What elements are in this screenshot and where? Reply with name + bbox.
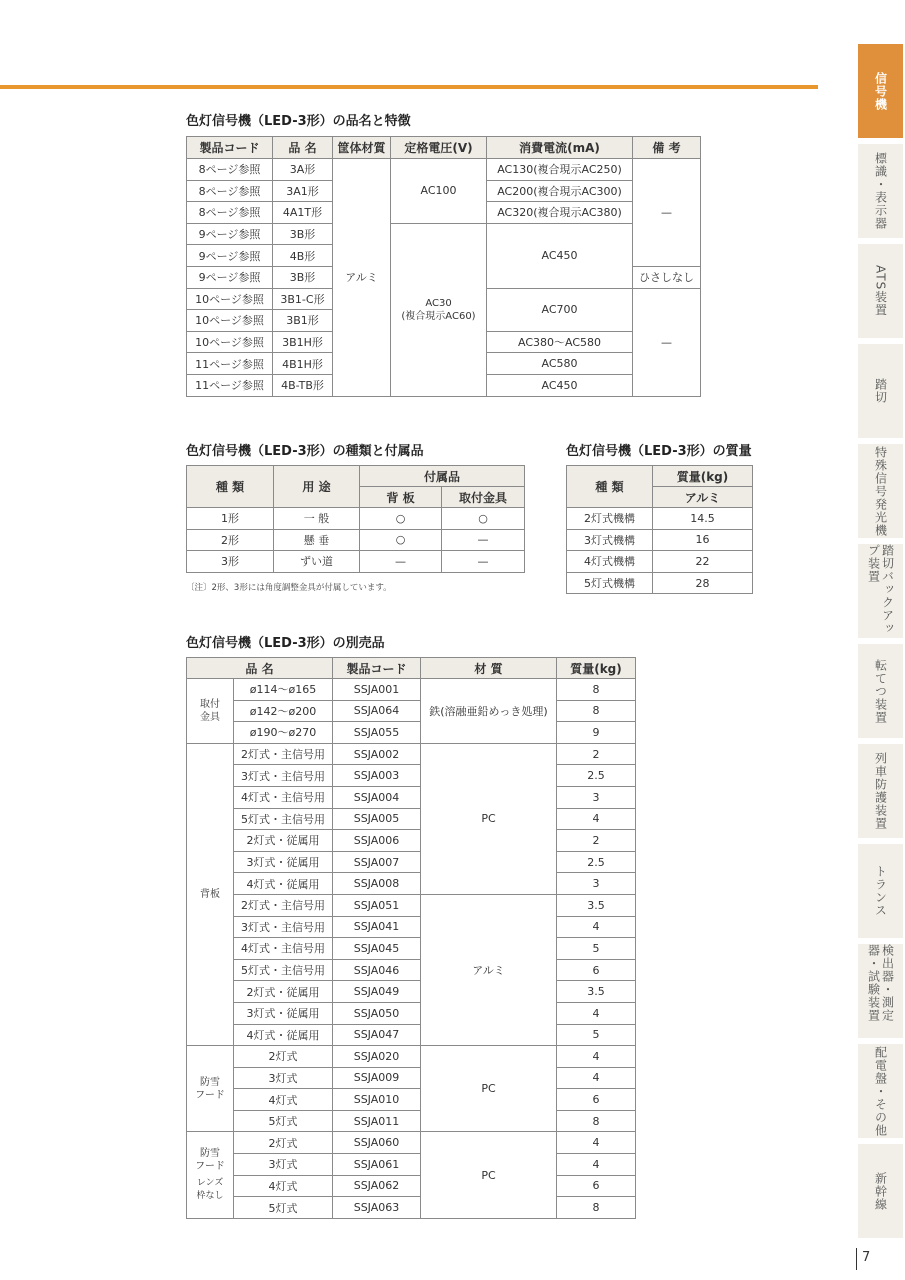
product-name-cell: 3A形 [273, 159, 333, 181]
section-title-types: 色灯信号機（LED-3形）の種類と付属品 [186, 444, 424, 459]
item-name-cell: 2灯式・主信号用 [234, 894, 333, 916]
table-row [187, 529, 525, 551]
header-mount: 取付金具 [442, 487, 525, 508]
voltage-cell [391, 223, 487, 396]
item-name-cell: ø142～ø200 [234, 700, 333, 722]
section-title-accessories: 色灯信号機（LED-3形）の別売品 [186, 636, 385, 651]
item-name-cell: 5灯式・主信号用 [234, 959, 333, 981]
item-name-cell: 3灯式・従属用 [234, 1002, 333, 1024]
type-cell: 3形 [187, 551, 274, 573]
product-code-cell: 10ページ参照 [187, 288, 273, 310]
sidebar-tab-label: 転てつ装置 [873, 658, 888, 724]
item-name-cell: 4灯式・従属用 [234, 873, 333, 895]
sidebar-tab-3[interactable] [858, 244, 903, 338]
item-name-cell: 4灯式・主信号用 [234, 786, 333, 808]
sidebar-tab-12[interactable] [858, 1144, 903, 1238]
header-cell: 質量(kg) [557, 658, 636, 679]
header-accent-bar [0, 85, 818, 89]
table-row [187, 1132, 636, 1154]
mount-cell: — [442, 551, 525, 573]
product-code-cell: 11ページ参照 [187, 374, 273, 396]
item-name-cell: 2灯式・従属用 [234, 830, 333, 852]
table-row [187, 508, 525, 530]
header-cell: 品 名 [273, 137, 333, 159]
use-cell: 一 般 [274, 508, 360, 530]
group-label: 防雪 フード [195, 1076, 225, 1101]
header-cell: 筐体材質 [333, 137, 391, 159]
product-code-cell: 10ページ参照 [187, 331, 273, 353]
mass-cell: 6 [557, 959, 636, 981]
sidebar-tab-8[interactable] [858, 744, 903, 838]
voltage-note: (複合現示AC60) [401, 310, 476, 322]
mass-cell: 3 [557, 786, 636, 808]
header-backboard: 背 板 [360, 487, 442, 508]
item-name-cell: ø190～ø270 [234, 722, 333, 744]
sidebar-tab-10[interactable] [858, 944, 903, 1038]
table-row [187, 1197, 636, 1219]
item-code-cell: SSJA061 [333, 1154, 421, 1176]
table-row [187, 1175, 636, 1197]
backboard-cell: ○ [360, 529, 442, 551]
header-accessories: 付属品 [360, 466, 525, 487]
table-row [187, 1154, 636, 1176]
product-code-cell: 8ページ参照 [187, 202, 273, 224]
table-row [187, 808, 636, 830]
header-use: 用 途 [274, 466, 360, 508]
item-code-cell: SSJA020 [333, 1046, 421, 1068]
item-code-cell: SSJA010 [333, 1089, 421, 1111]
table-row [567, 551, 753, 573]
mass-cell: 3.5 [557, 981, 636, 1003]
material-cell: PC [421, 743, 557, 894]
header-type: 種 類 [187, 466, 274, 508]
table-row [187, 765, 636, 787]
item-code-cell: SSJA050 [333, 1002, 421, 1024]
product-name-cell: 3B形 [273, 223, 333, 245]
header-cell: 製品コード [187, 137, 273, 159]
voltage-cell: AC100 [391, 159, 487, 224]
item-name-cell: 5灯式・主信号用 [234, 808, 333, 830]
mass-cell: 14.5 [653, 508, 753, 530]
item-name-cell: 2灯式 [234, 1046, 333, 1068]
group-label: 取付 金具 [200, 698, 220, 723]
remarks-cell: — [633, 159, 701, 267]
material-cell: アルミ [333, 159, 391, 397]
mass-cell: 4 [557, 1067, 636, 1089]
sidebar-tab-5[interactable] [858, 444, 903, 538]
sidebar-tab-label: 信号機 [873, 71, 888, 111]
product-name-cell: 3B1形 [273, 310, 333, 332]
table-row [187, 159, 701, 181]
product-name-cell: 3B1H形 [273, 331, 333, 353]
sidebar-tab-label: 新幹線 [873, 1171, 888, 1211]
product-code-cell: 8ページ参照 [187, 180, 273, 202]
item-code-cell: SSJA063 [333, 1197, 421, 1219]
header-cell: 定格電圧(V) [391, 137, 487, 159]
item-code-cell: SSJA062 [333, 1175, 421, 1197]
use-cell: 懸 垂 [274, 529, 360, 551]
sidebar-tab-7[interactable] [858, 644, 903, 738]
item-code-cell: SSJA049 [333, 981, 421, 1003]
mass-cell: 4 [557, 808, 636, 830]
product-name-cell: 3B1-C形 [273, 288, 333, 310]
material-cell: 鉄(溶融亜鉛めっき処理) [421, 679, 557, 744]
type-cell: 2灯式機構 [567, 508, 653, 530]
item-name-cell: 3灯式 [234, 1067, 333, 1089]
product-name-cell: 4B1H形 [273, 353, 333, 375]
mass-cell: 4 [557, 1002, 636, 1024]
item-name-cell: 4灯式・主信号用 [234, 938, 333, 960]
table-row [187, 873, 636, 895]
product-code-cell: 9ページ参照 [187, 223, 273, 245]
header-cell: 品 名 [187, 658, 333, 679]
mass-cell: 8 [557, 700, 636, 722]
item-code-cell: SSJA046 [333, 959, 421, 981]
sidebar-tab-label: 踏切バックアップ装置 [866, 544, 895, 635]
remarks-cell: — [633, 288, 701, 396]
item-name-cell: ø114～ø165 [234, 679, 333, 701]
mass-cell: 4 [557, 1046, 636, 1068]
mass-cell: 22 [653, 551, 753, 573]
sidebar-tab-6[interactable] [858, 544, 903, 638]
mass-cell: 6 [557, 1175, 636, 1197]
table-row [187, 1024, 636, 1046]
table-row [187, 830, 636, 852]
table-row [187, 938, 636, 960]
item-name-cell: 4灯式 [234, 1175, 333, 1197]
page-number: 7 [862, 1250, 871, 1265]
header-cell: 消費電流(mA) [487, 137, 633, 159]
item-code-cell: SSJA002 [333, 743, 421, 765]
item-code-cell: SSJA001 [333, 679, 421, 701]
header-cell: 備 考 [633, 137, 701, 159]
mass-cell: 3 [557, 873, 636, 895]
table-row [187, 223, 701, 245]
mass-cell: 2.5 [557, 765, 636, 787]
table-row [187, 981, 636, 1003]
current-cell: AC700 [487, 288, 633, 331]
product-name-cell: 4A1T形 [273, 202, 333, 224]
table-row [187, 722, 636, 744]
item-code-cell: SSJA064 [333, 700, 421, 722]
item-code-cell: SSJA041 [333, 916, 421, 938]
sidebar-tab-label: ATS装置 [873, 265, 888, 317]
sidebar-tab-label: トランス [873, 865, 888, 917]
mass-cell: 2.5 [557, 851, 636, 873]
table-row [187, 1002, 636, 1024]
mass-cell: 3.5 [557, 894, 636, 916]
sidebar-tab-4[interactable] [858, 344, 903, 438]
mass-cell: 16 [653, 529, 753, 551]
type-cell: 5灯式機構 [567, 572, 653, 594]
item-code-cell: SSJA009 [333, 1067, 421, 1089]
use-cell: ずい道 [274, 551, 360, 573]
types-note: 〔注〕2形、3形には角度調整金具が付属しています。 [186, 583, 392, 593]
type-cell: 1形 [187, 508, 274, 530]
table-row [187, 743, 636, 765]
section-title-mass: 色灯信号機（LED-3形）の質量 [566, 444, 752, 459]
table-row [187, 786, 636, 808]
header-cell: 製品コード [333, 658, 421, 679]
material-cell: PC [421, 1132, 557, 1218]
types-table [186, 465, 525, 573]
backboard-cell: ○ [360, 508, 442, 530]
mass-cell: 8 [557, 1110, 636, 1132]
table-row [187, 700, 636, 722]
table-row [187, 1110, 636, 1132]
table-row [187, 851, 636, 873]
item-name-cell: 2灯式 [234, 1132, 333, 1154]
group-label-cell [187, 679, 234, 744]
current-cell: AC450 [487, 223, 633, 288]
item-code-cell: SSJA008 [333, 873, 421, 895]
item-code-cell: SSJA007 [333, 851, 421, 873]
product-name-cell: 4B-TB形 [273, 374, 333, 396]
item-code-cell: SSJA003 [333, 765, 421, 787]
mass-cell: 4 [557, 1154, 636, 1176]
header-cell: 材 質 [421, 658, 557, 679]
current-cell: AC200(複合現示AC300) [487, 180, 633, 202]
table-row [187, 1046, 636, 1068]
mass-table [566, 465, 753, 594]
item-code-cell: SSJA047 [333, 1024, 421, 1046]
mass-cell: 8 [557, 679, 636, 701]
item-code-cell: SSJA055 [333, 722, 421, 744]
item-code-cell: SSJA005 [333, 808, 421, 830]
table-row [187, 959, 636, 981]
group-sublabel: レンズ 枠なし [196, 1178, 224, 1202]
item-name-cell: 3灯式・主信号用 [234, 765, 333, 787]
item-code-cell: SSJA051 [333, 894, 421, 916]
item-name-cell: 4灯式・従属用 [234, 1024, 333, 1046]
page-number-rule [856, 1248, 857, 1270]
sidebar-tab-1[interactable] [858, 44, 903, 138]
item-name-cell: 3灯式・主信号用 [234, 916, 333, 938]
product-code-cell: 10ページ参照 [187, 310, 273, 332]
voltage-value: AC30 [425, 297, 452, 309]
product-code-cell: 9ページ参照 [187, 266, 273, 288]
current-cell: AC450 [487, 374, 633, 396]
item-name-cell: 2灯式・従属用 [234, 981, 333, 1003]
item-name-cell: 3灯式 [234, 1154, 333, 1176]
item-name-cell: 4灯式 [234, 1089, 333, 1111]
group-label-cell [187, 1132, 234, 1218]
type-cell: 4灯式機構 [567, 551, 653, 573]
mount-cell: — [442, 529, 525, 551]
sidebar-tab-label: 配電盤・その他 [873, 1045, 888, 1137]
sidebar-tab-11[interactable] [858, 1044, 903, 1138]
type-cell: 3灯式機構 [567, 529, 653, 551]
item-name-cell: 3灯式・従属用 [234, 851, 333, 873]
group-label-cell [187, 1046, 234, 1132]
sidebar-tab-9[interactable] [858, 844, 903, 938]
mass-cell: 4 [557, 916, 636, 938]
product-code-cell: 9ページ参照 [187, 245, 273, 267]
section-title-products: 色灯信号機（LED-3形）の品名と特徴 [186, 114, 411, 129]
mass-cell: 5 [557, 938, 636, 960]
type-cell: 2形 [187, 529, 274, 551]
current-cell: AC380～AC580 [487, 331, 633, 353]
product-code-cell: 8ページ参照 [187, 159, 273, 181]
mass-cell: 5 [557, 1024, 636, 1046]
current-cell: AC130(複合現示AC250) [487, 159, 633, 181]
mass-cell: 8 [557, 1197, 636, 1219]
table-row [187, 679, 636, 701]
table-row [187, 916, 636, 938]
sidebar-tab-label: 検出器・測定器・試験装置 [866, 944, 895, 1022]
sidebar-tab-label: 標識・表示器 [873, 152, 888, 230]
product-name-cell: 3A1形 [273, 180, 333, 202]
backboard-cell: — [360, 551, 442, 573]
group-label-cell [187, 743, 234, 1045]
header-type: 種 類 [567, 466, 653, 508]
sidebar-tab-2[interactable] [858, 144, 903, 238]
material-cell: アルミ [421, 894, 557, 1045]
item-name-cell: 2灯式・主信号用 [234, 743, 333, 765]
mass-cell: 2 [557, 830, 636, 852]
current-cell: AC320(複合現示AC380) [487, 202, 633, 224]
group-label: 防雪 フード [195, 1148, 225, 1173]
material-cell: PC [421, 1046, 557, 1132]
item-name-cell: 5灯式 [234, 1110, 333, 1132]
mass-cell: 4 [557, 1132, 636, 1154]
group-label: 背板 [200, 888, 220, 900]
sidebar-tab-label: 踏切 [873, 378, 888, 404]
table-row [567, 508, 753, 530]
current-cell: AC580 [487, 353, 633, 375]
header-mass: 質量(kg) [653, 466, 753, 487]
item-name-cell: 5灯式 [234, 1197, 333, 1219]
product-code-cell: 11ページ参照 [187, 353, 273, 375]
sidebar-tab-label: 特殊信号発光機 [873, 445, 888, 537]
mass-cell: 9 [557, 722, 636, 744]
mass-cell: 2 [557, 743, 636, 765]
item-code-cell: SSJA004 [333, 786, 421, 808]
item-code-cell: SSJA006 [333, 830, 421, 852]
table-row [567, 572, 753, 594]
item-code-cell: SSJA011 [333, 1110, 421, 1132]
remarks-cell: ひさしなし [633, 266, 701, 288]
product-name-cell: 3B形 [273, 266, 333, 288]
table-row [187, 1089, 636, 1111]
mass-cell: 6 [557, 1089, 636, 1111]
table-row [187, 894, 636, 916]
sidebar-tab-label: 列車防護装置 [873, 752, 888, 830]
mass-cell: 28 [653, 572, 753, 594]
table-row [187, 551, 525, 573]
item-code-cell: SSJA045 [333, 938, 421, 960]
header-aluminum: アルミ [653, 487, 753, 508]
table-row [187, 1067, 636, 1089]
product-table [186, 136, 701, 397]
table-row [567, 529, 753, 551]
mount-cell: ○ [442, 508, 525, 530]
product-name-cell: 4B形 [273, 245, 333, 267]
accessories-table [186, 657, 636, 1219]
item-code-cell: SSJA060 [333, 1132, 421, 1154]
